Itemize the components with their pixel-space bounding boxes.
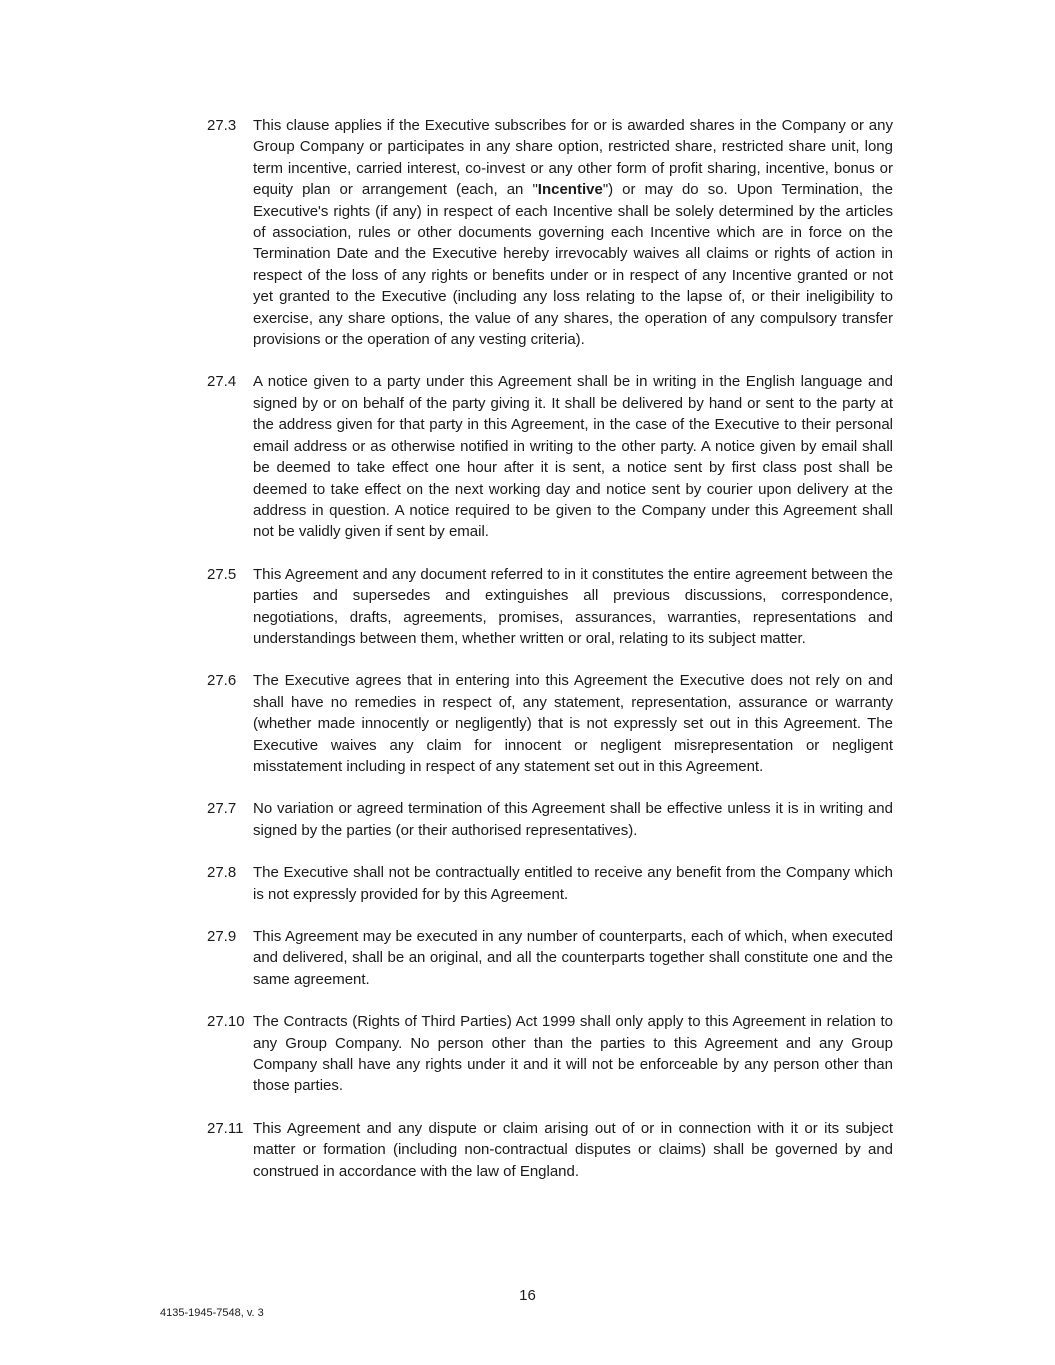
clause-text-part: This clause applies if the Executive subscribes for or is awarded shares in the Company or any Group Company or participates in any share option, restricted share, restricted share unit, long term incentive, carried interest, co-invest or any other form of profit sharing, incentive, bonus or equity plan or arrangement (each, an "	[253, 117, 893, 199]
clause-27-10	[207, 1011, 893, 1097]
clause-27-9	[207, 926, 893, 990]
clause-text: This Agreement and any document referred to in it constitutes the entire agreement between the parties and supersedes and extinguishes all previous discussions, correspondence, negotiations, drafts, agreements, promises, assurances, warranties, representations and understandings between them, whether written or oral, relating to its subject matter.	[253, 565, 893, 647]
clause-number: 27.10	[207, 1013, 245, 1031]
clause-27-8	[207, 862, 893, 905]
clause-number: 27.5	[207, 565, 237, 583]
clause-number: 27.4	[207, 373, 237, 391]
clause-27-6	[207, 670, 893, 777]
clause-text: No variation or agreed termination of this Agreement shall be effective unless it is in writing and signed by the parties (or their authorised representatives).	[253, 800, 893, 839]
clause-text: This Agreement may be executed in any number of counterparts, each of which, when executed and delivered, shall be an original, and all the counterparts together shall constitute one and the same agreement.	[253, 928, 893, 988]
page-number: 16	[519, 1287, 536, 1304]
clause-text	[253, 115, 893, 350]
document-id: 4135-1945-7548, v. 3	[160, 1307, 264, 1319]
clause-number: 27.8	[207, 864, 237, 882]
clause-27-3	[207, 115, 893, 350]
clause-text: The Contracts (Rights of Third Parties) Act 1999 shall only apply to this Agreement in relation to any Group Company. No person other than the parties to this Agreement and any Group Company shall have any rights under it and it will not be enforceable by any person other than those parties.	[253, 1013, 893, 1095]
clause-text: The Executive shall not be contractually entitled to receive any benefit from the Company which is not expressly provided for by this Agreement.	[253, 864, 893, 903]
defined-term: Incentive	[537, 181, 603, 199]
clause-text: This Agreement and any dispute or claim arising out of or in connection with it or its subject matter or formation (including non-contractual disputes or claims) shall be governed by and construed in accordance with the law of England.	[253, 1119, 893, 1180]
clause-27-7	[207, 798, 893, 841]
clause-27-4	[207, 371, 893, 542]
clause-text: The Executive agrees that in entering into this Agreement the Executive does not rely on and shall have no remedies in respect of, any statement, representation, assurance or warranty (whether made innocently or negligently) that is not expressly set out in this Agreement. The Executive waives any claim for innocent or negligent misrepresentation or negligent misstatement including in respect of any statement set out in this Agreement.	[253, 672, 893, 775]
clause-27-11	[207, 1118, 893, 1182]
clause-number: 27.6	[207, 672, 237, 690]
clause-text-part: ") or may do so. Upon Termination, the Executive's rights (if any) in respect of each Incentive shall be solely determined by the articles of association, rules or other documents governing each Incentive which are in force on the Termination Date and the Executive hereby irrevocably waives all claims or rights of action in respect of the loss of any rights or benefits under or in respect of any Incentive granted or not yet granted to the Executive (including any loss relating to the lapse of, or their ineligibility to exercise, any share options, the value of any shares, the operation of any compulsory transfer provisions or the operation of any vesting criteria).	[253, 181, 893, 349]
clause-number: 27.11	[207, 1119, 244, 1137]
clause-text: A notice given to a party under this Agreement shall be in writing in the English language and signed by or on behalf of the party giving it. It shall be delivered by hand or sent to the party at the address given for that party in this Agreement, in the case of the Executive to their personal email address or as otherwise notified in writing to the other party. A notice given by email shall be deemed to take effect one hour after it is sent, a notice sent by first class post shall be deemed to take effect on the next working day and notice sent by courier upon delivery at the address in question. A notice required to be given to the Company under this Agreement shall not be validly given if sent by email.	[253, 373, 893, 541]
clause-list	[207, 115, 893, 1203]
clause-number: 27.9	[207, 928, 237, 945]
clause-number: 27.3	[207, 117, 237, 134]
clause-27-5	[207, 564, 893, 650]
clause-number: 27.7	[207, 800, 237, 818]
